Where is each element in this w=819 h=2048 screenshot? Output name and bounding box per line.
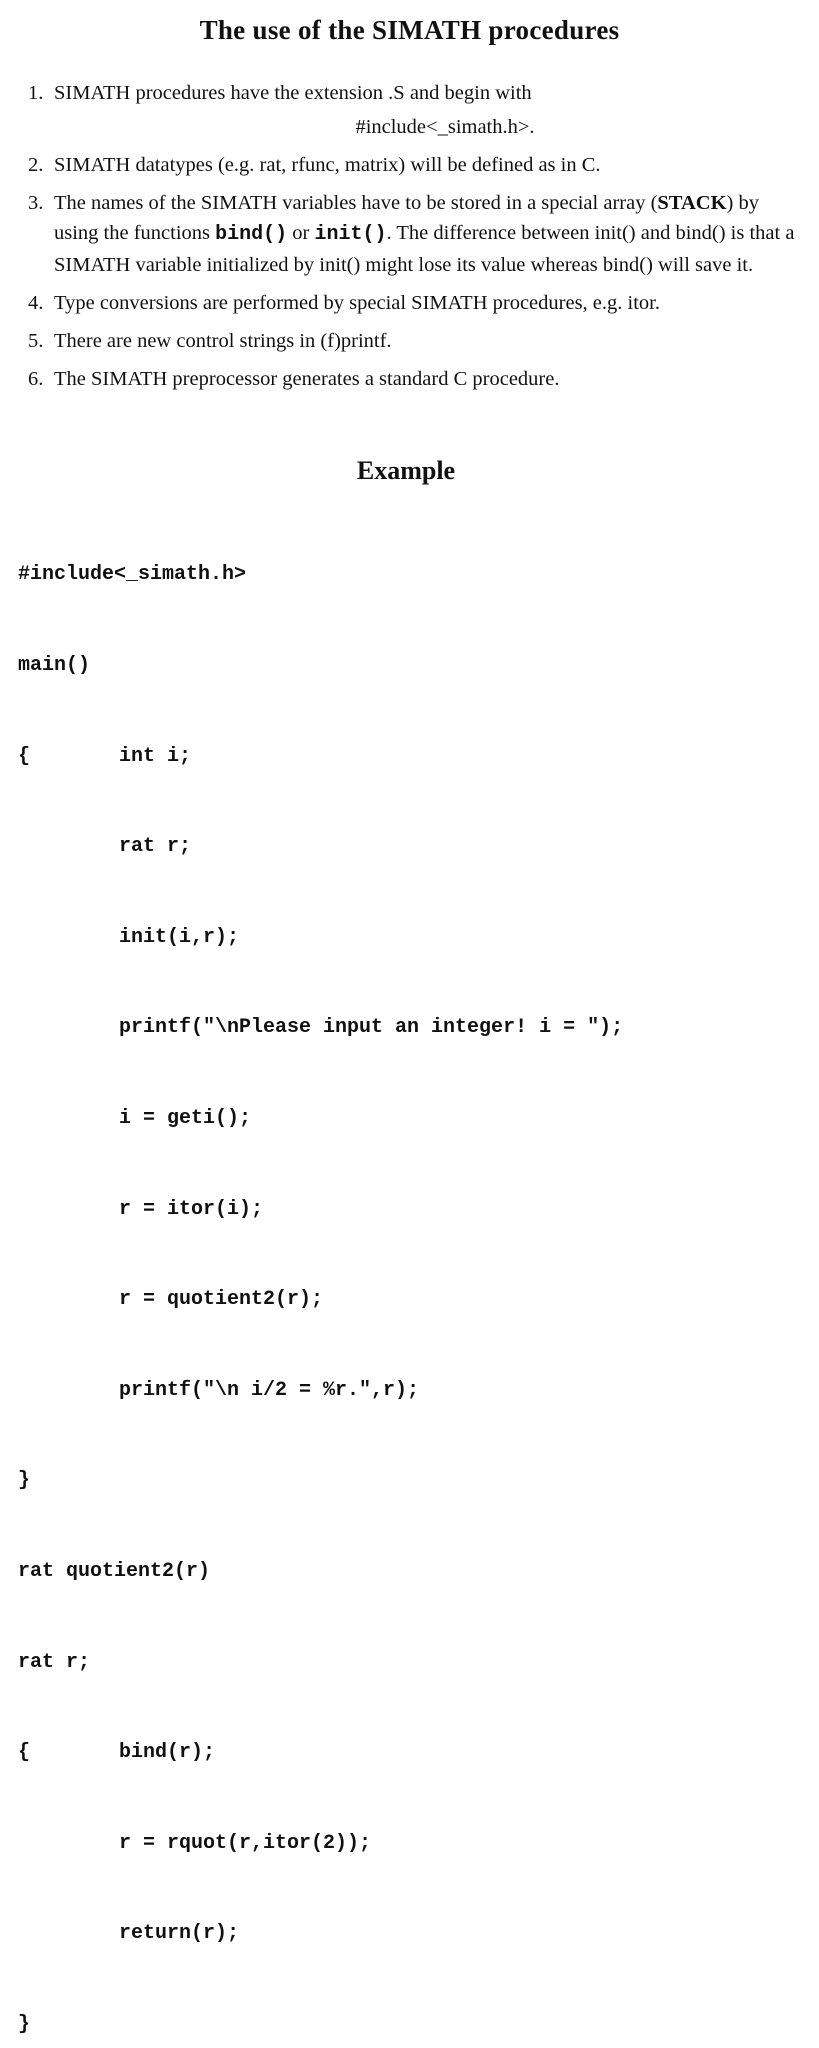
code-text: bind(r); xyxy=(119,1741,216,1765)
item-text: The SIMATH preprocessor generates a standard C procedure. xyxy=(54,368,560,390)
list-item-6 xyxy=(26,364,796,394)
code-line xyxy=(18,1919,623,1949)
page-title: The use of the SIMATH procedures xyxy=(199,15,620,45)
item-number: 1. xyxy=(28,82,44,104)
code-line: main() xyxy=(18,654,91,677)
code-text: printf("\n i/2 = %r.",r); xyxy=(119,1378,420,1402)
code-line: } xyxy=(18,2012,31,2036)
code-text: int i; xyxy=(119,744,192,768)
code-text: init(i,r); xyxy=(119,925,240,949)
code-brace: { xyxy=(18,744,31,768)
list-item-1 xyxy=(26,78,796,142)
item-text-part: ) by using the functions xyxy=(54,192,759,244)
code-brace: { xyxy=(18,1741,31,1765)
code-line xyxy=(18,742,623,772)
code-text: return(r); xyxy=(119,1922,240,1946)
code-text: r = itor(i); xyxy=(119,1197,264,1221)
stack-term: STACK xyxy=(657,192,727,214)
code-line xyxy=(18,1376,623,1406)
code-text: r = rquot(r,itor(2)); xyxy=(119,1831,372,1855)
code-line xyxy=(18,923,623,953)
code-text: i = geti(); xyxy=(119,1106,252,1130)
rules-list xyxy=(26,78,796,402)
list-item-2 xyxy=(26,150,796,180)
code-text: rat r; xyxy=(119,835,192,859)
list-item-4 xyxy=(26,288,796,318)
code-line xyxy=(18,1738,623,1768)
item-number: 5. xyxy=(28,330,44,352)
code-line xyxy=(18,832,623,862)
item-text-part: The names of the SIMATH variables have to be stored in a special array ( xyxy=(54,192,658,214)
code-line xyxy=(18,1829,623,1859)
item-number: 2. xyxy=(28,154,44,176)
example-heading: Example xyxy=(356,456,456,485)
code-line xyxy=(18,1104,623,1134)
code-text: r = quotient2(r); xyxy=(119,1288,324,1312)
item-text xyxy=(54,192,794,276)
bind-term: bind() xyxy=(215,223,288,246)
list-item-3 xyxy=(26,188,796,280)
list-item-5 xyxy=(26,326,796,356)
code-line xyxy=(18,1195,623,1225)
code-line: rat quotient2(r) xyxy=(18,1559,211,1583)
item-text: SIMATH datatypes (e.g. rat, rfunc, matrix) will be defined as in C. xyxy=(54,154,601,176)
item-text: Type conversions are performed by special SIMATH procedures, e.g. itor. xyxy=(54,292,660,314)
item-text-part: . The difference between init() and bind() is that a SIMATH variable initialized by init() might lose its value whereas bind() will save it. xyxy=(54,222,795,276)
code-line: rat r; xyxy=(18,1650,91,1674)
item-text-part: or xyxy=(287,222,315,244)
item-number: 6. xyxy=(28,368,44,390)
code-line: #include<_simath.h> xyxy=(18,563,247,587)
code-line xyxy=(18,1013,623,1043)
code-text: printf("\nPlease input an integer! i = "); xyxy=(119,1016,624,1040)
item-number: 4. xyxy=(28,292,44,314)
code-block xyxy=(18,500,623,2048)
init-term: init() xyxy=(314,223,387,246)
item-text: There are new control strings in (f)printf. xyxy=(54,330,392,352)
item-number: 3. xyxy=(28,192,44,214)
code-line: } xyxy=(18,1469,31,1493)
code-line xyxy=(18,1285,623,1315)
include-line: #include<_simath.h>. xyxy=(355,116,535,138)
item-text: SIMATH procedures have the extension .S and begin with xyxy=(54,82,532,104)
